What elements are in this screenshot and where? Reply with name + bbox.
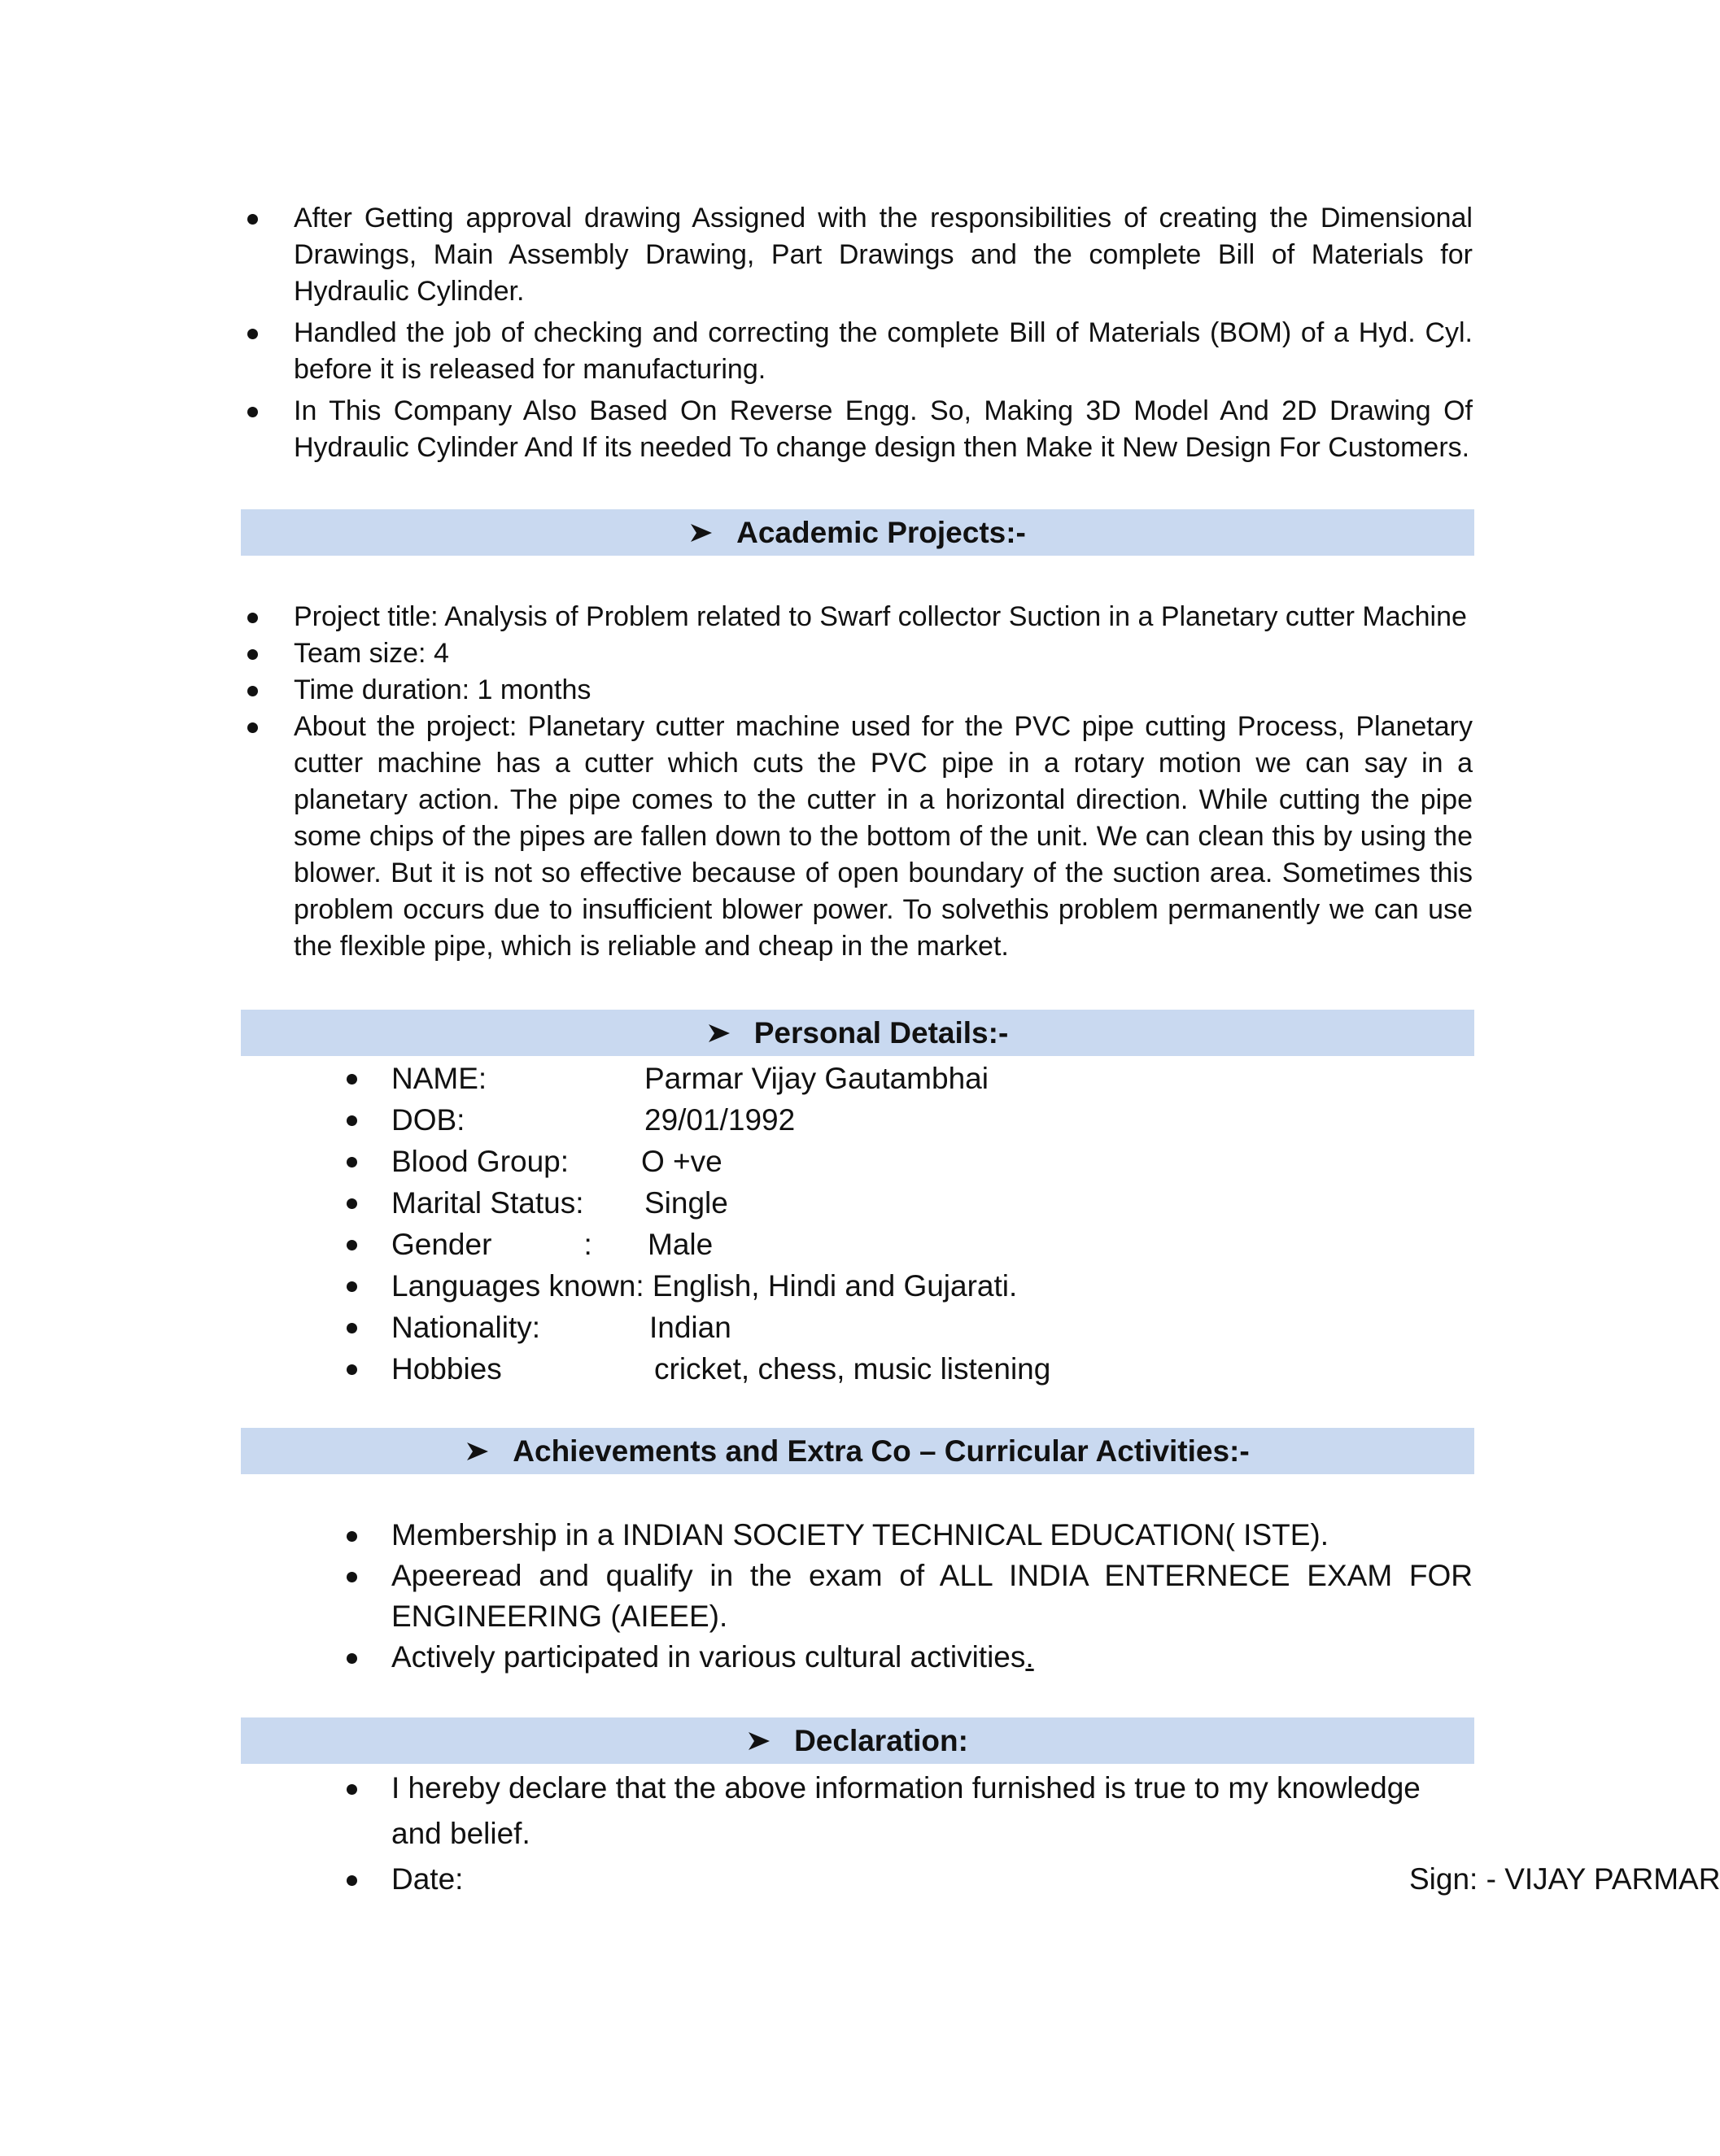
bullet-icon <box>347 1074 357 1085</box>
declaration-date-sign <box>342 1857 1720 1902</box>
bullet-icon <box>347 1115 357 1126</box>
section-heading-declaration: Declaration: <box>241 1717 1474 1764</box>
detail-name: NAME: Parmar Vijay Gautambhai <box>342 1058 1399 1099</box>
list-item: Actively participated in various cultural activities. <box>342 1637 1473 1678</box>
list-item: Time duration: 1 months <box>244 672 1473 709</box>
bullet-icon <box>347 1784 357 1795</box>
section-heading-personal-details: Personal Details:- <box>241 1010 1474 1056</box>
bullet-icon <box>347 1531 357 1542</box>
signature: Sign: - VIJAY PARMAR <box>1409 1862 1720 1896</box>
detail-blood-group: Blood Group: O +ve <box>342 1141 1399 1182</box>
list-item: Handled the job of checking and correcting the complete Bill of Materials (BOM) of a Hyd. Cyl. before it is released for manufacturing. <box>244 315 1473 388</box>
bullet-icon <box>347 1281 357 1292</box>
arrow-bullet-icon <box>707 1023 731 1044</box>
personal-details-list <box>342 1058 1399 1390</box>
declaration-list <box>342 1765 1720 1902</box>
bullet-icon <box>247 329 258 339</box>
list-item: Project title: Analysis of Problem related to Swarf collector Suction in a Planetary cutter Machine <box>244 599 1473 635</box>
section-heading-achievements: Achievements and Extra Co – Curricular Activities:- <box>241 1428 1474 1474</box>
list-item: In This Company Also Based On Reverse Engg. So, Making 3D Model And 2D Drawing Of Hydraulic Cylinder And If its needed To change design then Make it New Design For Customers. <box>244 393 1473 466</box>
bullet-icon <box>347 1157 357 1167</box>
bullet-icon <box>347 1198 357 1209</box>
project-list <box>244 599 1473 965</box>
bullet-icon <box>247 686 258 696</box>
bullet-icon <box>347 1364 357 1375</box>
section-heading-academic-projects: Academic Projects:- <box>241 509 1474 556</box>
experience-list <box>244 200 1473 466</box>
list-item: After Getting approval drawing Assigned with the responsibilities of creating the Dimensional Drawings, Main Assembly Drawing, Part Drawings and the complete Bill of Materials for Hydraulic Cylinder. <box>244 200 1473 310</box>
bullet-icon <box>247 649 258 660</box>
bullet-icon <box>247 407 258 417</box>
detail-hobbies: Hobbies cricket, chess, music listening <box>342 1348 1399 1390</box>
detail-dob: DOB: 29/01/1992 <box>342 1099 1399 1141</box>
arrow-bullet-icon <box>465 1441 490 1462</box>
bullet-icon <box>247 613 258 623</box>
detail-gender: Gender : Male <box>342 1224 1399 1265</box>
declaration-statement: I hereby declare that the above information furnished is true to my knowledge and belief. <box>342 1765 1473 1857</box>
bullet-icon <box>347 1572 357 1582</box>
bullet-icon <box>347 1653 357 1664</box>
list-item: Apeeread and qualify in the exam of ALL INDIA ENTERNECE EXAM FOR ENGINEERING (AIEEE). <box>342 1556 1473 1637</box>
detail-marital-status: Marital Status: Single <box>342 1182 1399 1224</box>
bullet-icon <box>347 1875 357 1886</box>
achievements-list <box>342 1515 1473 1678</box>
list-item: Team size: 4 <box>244 635 1473 672</box>
detail-languages: Languages known: English, Hindi and Gujarati. <box>342 1265 1399 1307</box>
arrow-bullet-icon <box>747 1730 771 1752</box>
bullet-icon <box>347 1240 357 1250</box>
arrow-bullet-icon <box>689 522 714 543</box>
bullet-icon <box>247 214 258 225</box>
bullet-icon <box>247 722 258 733</box>
list-item: About the project: Planetary cutter machine used for the PVC pipe cutting Process, Planetary cutter machine has a cutter which cuts the PVC pipe in a rotary motion we can say in a planetary action. The pipe comes to the cutter in a horizontal direction. While cutting the pipe some chips of the pipes are fallen down to the bottom of the unit. We can clean this by using the blower. But it is not so effective because of open boundary of the suction area. Sometimes this problem occurs due to insufficient blower power. To solvethis problem permanently we can use the flexible pipe, which is reliable and cheap in the market. <box>244 709 1473 965</box>
date-label: Date: <box>391 1862 464 1896</box>
list-item: Membership in a INDIAN SOCIETY TECHNICAL EDUCATION( ISTE). <box>342 1515 1473 1556</box>
detail-nationality: Nationality: Indian <box>342 1307 1399 1348</box>
bullet-icon <box>347 1323 357 1333</box>
